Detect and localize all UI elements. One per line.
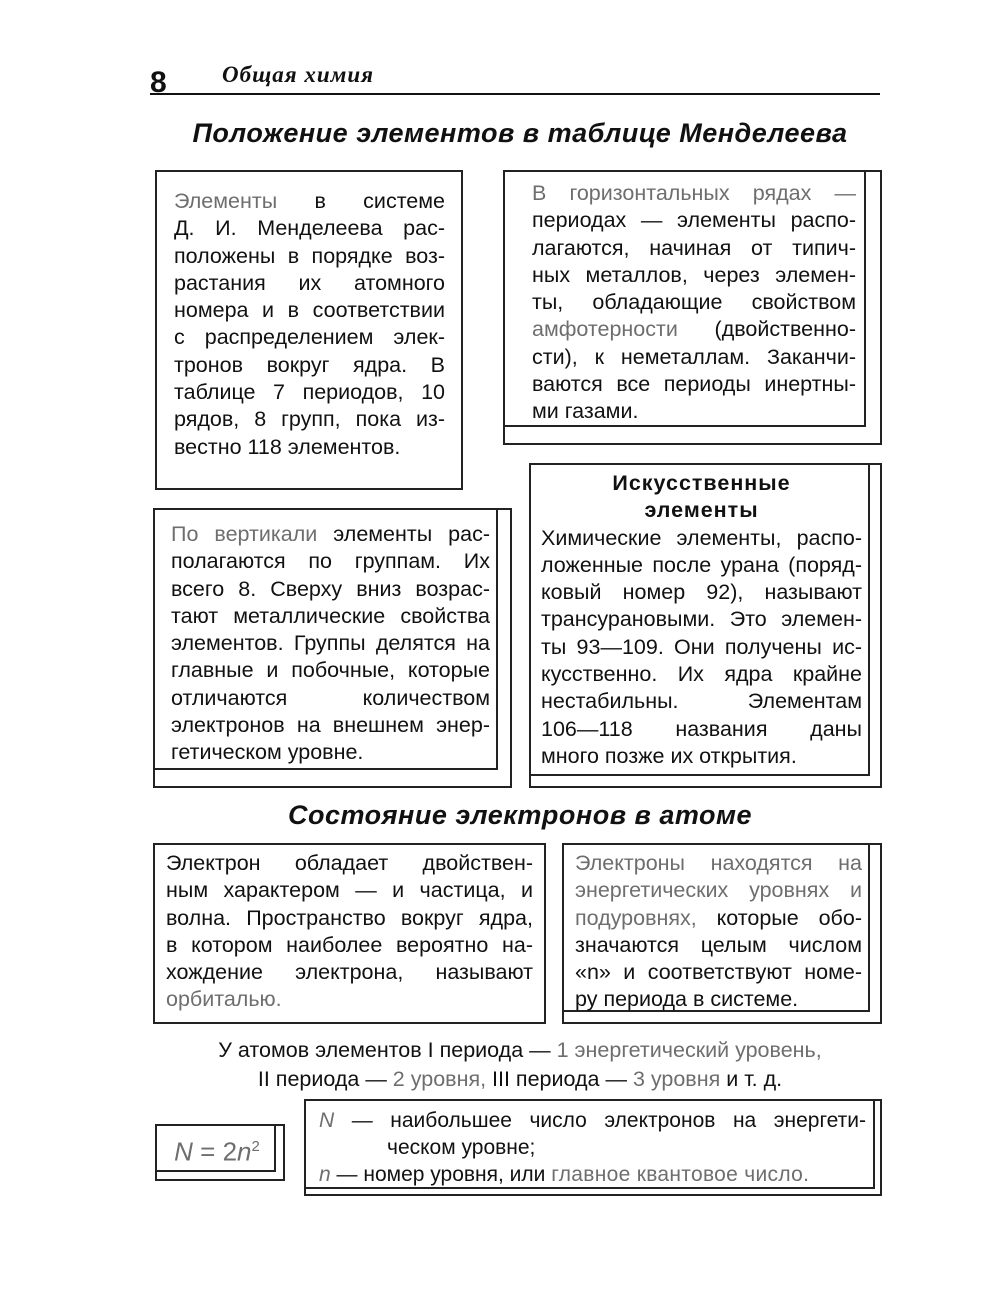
term-vertical: По вертикали bbox=[171, 522, 318, 546]
box-elements-order: Элементы в системе Д. И. Менделеева рас- положены в порядке воз- растания их атомного номера и в соответствии с распределением элек- тронов вокруг ядра. В таблице 7 периодов, 10 рядов, 8 групп, пока из- вестно 118 элементов. bbox=[155, 170, 463, 490]
artificial-heading-2: элементы bbox=[644, 498, 759, 523]
term-elements: Элементы bbox=[174, 189, 278, 213]
term-orbital: орбиталью. bbox=[166, 987, 282, 1012]
section-title-positions: Положение элементов в таблице Менделеева bbox=[192, 118, 848, 148]
note-line-2: II периода — 2 уровня, III периода — 3 уровня и т. д. bbox=[257, 1067, 783, 1091]
box-electron-nature: Электрон обладает двойствен- ным характером — и частица, и волна. Пространство вокруг ядра, в котором наиболее вероятно на- хождение электрона, называют орбиталью. bbox=[153, 843, 546, 1024]
term-sublevels: подуровнях, bbox=[575, 905, 697, 930]
formula-legend-box: N — наибольшее число электронов на энергети- ческом уровне; n — номер уровня, или главное квантовое число. bbox=[304, 1099, 882, 1196]
header-rule bbox=[150, 93, 880, 95]
formula-box bbox=[155, 1124, 285, 1181]
box-artificial-elements: Искусственные элементы Химические элементы, распо- ложенные после урана (поряд- ковый номер 92), называют трансурановыми. Это элемен- ты 93—109. Они получены ис- кусственно. Их ядра крайне нестабильны. Элементам 106—118 названия даны много позже их открытия. bbox=[529, 463, 882, 788]
running-head: Общая химия bbox=[222, 62, 375, 87]
box-horizontal-periods: В горизонтальных рядах — периодах — элементы распо- лагаются, начиная от типич- ных металлов, через элемен- ты, обладающие свойством амфотерности (двойственно- сти), к неметаллам. Заканчи- ваются все периоды инертны- ми газами. bbox=[503, 170, 882, 445]
box-vertical-groups: По вертикали элементы рас- полагаются по группам. Их всего 8. Сверху вниз возрас- тают металлические свойства элементов. Группы делятся на главные и побочные, которые отличаются количеством электронов на внешнем энер- гетическом уровне. bbox=[153, 508, 512, 788]
artificial-heading-1: Искусственные bbox=[612, 471, 791, 495]
box-energy-levels: Электроны находятся на энергетических уровнях и подуровнях, которые обо- значаются целым числом «n» и соответствуют номе- ру периода в системе. bbox=[562, 843, 882, 1024]
formula: $N = 2n^2$ bbox=[174, 1136, 260, 1167]
section-title-electrons: Состояние электронов в атоме bbox=[288, 800, 752, 830]
term-quantum-number: главное квантовое число. bbox=[551, 1163, 810, 1186]
term-amphoteric: амфотерности bbox=[532, 317, 678, 342]
note-line-1: У атомов элементов I периода — 1 энергетический уровень, bbox=[218, 1038, 822, 1062]
page-number: 8 bbox=[150, 66, 167, 99]
